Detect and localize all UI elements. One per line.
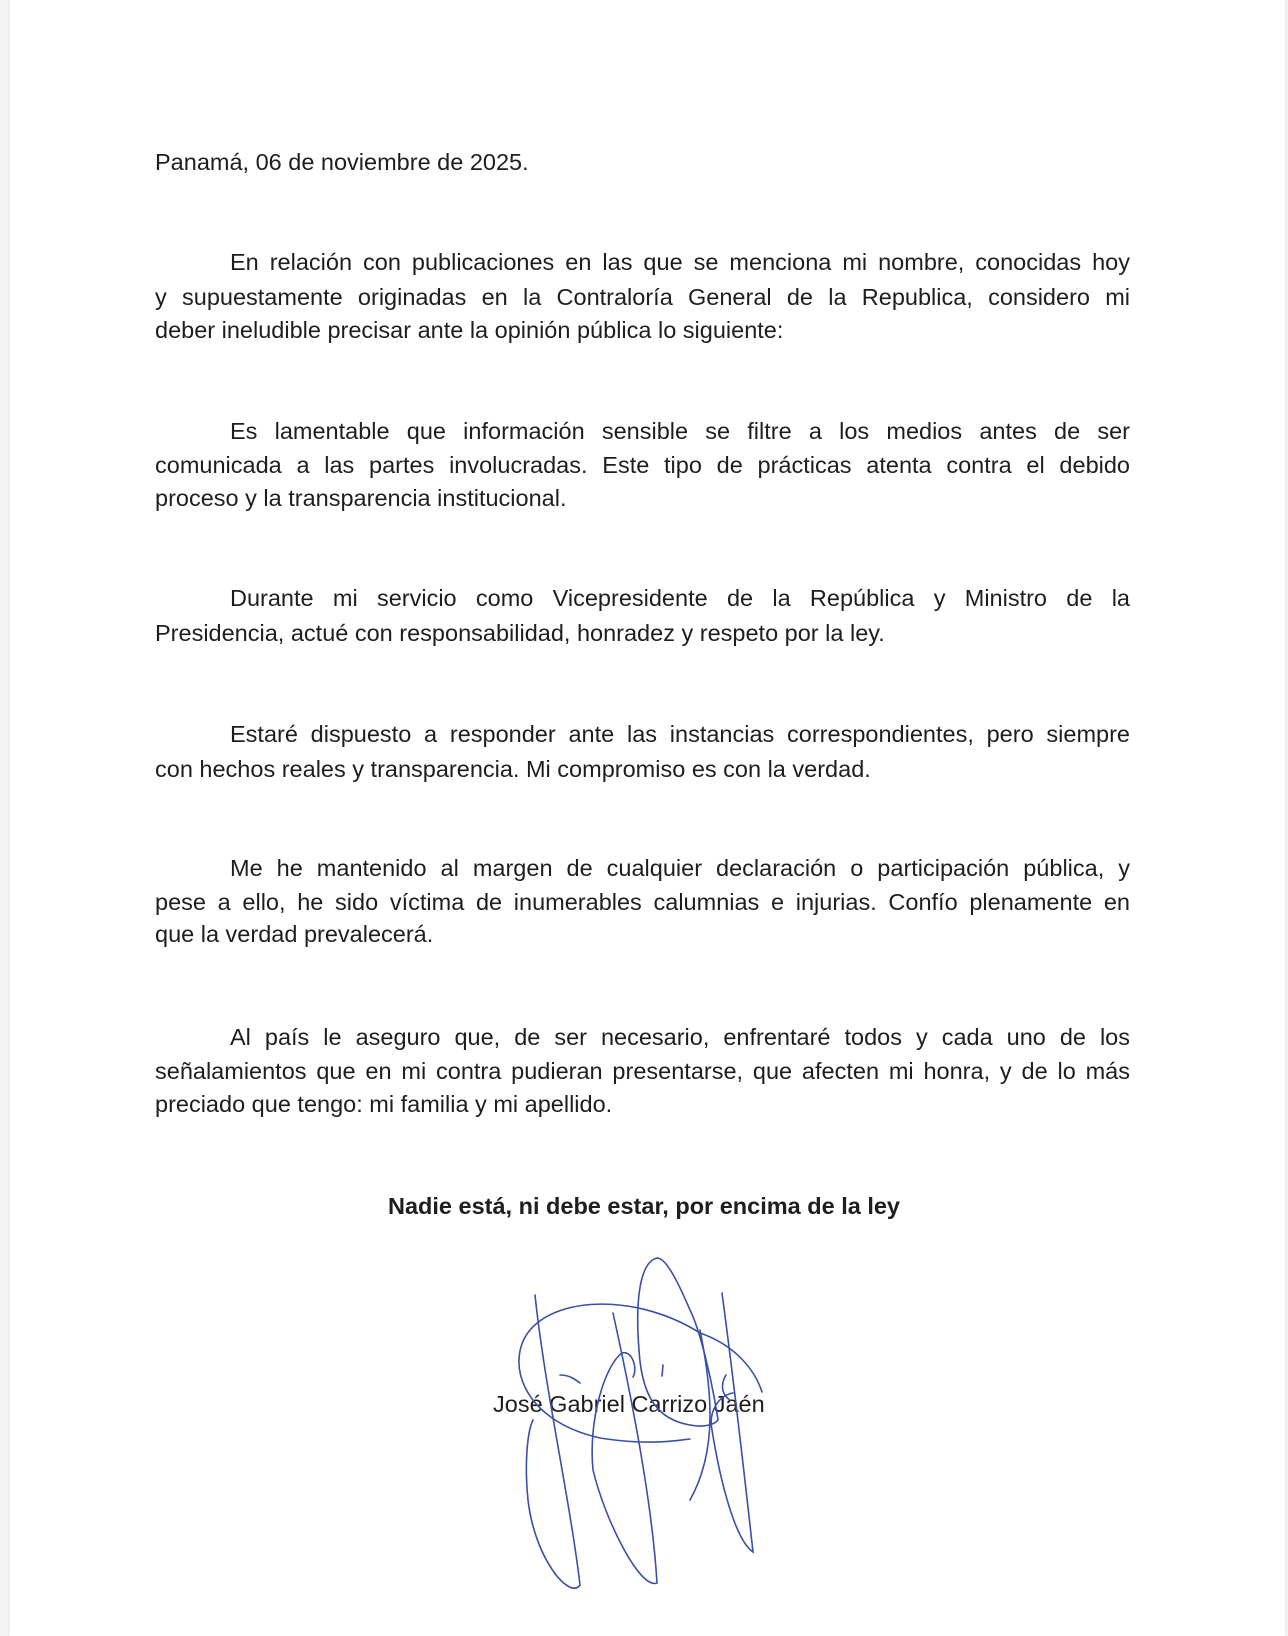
signer-name: José Gabriel Carrizo Jaén	[493, 1391, 765, 1417]
paragraph-line: señalamientos que en mi contra pudieran presentarse, que afecten mi honra, y de lo más	[155, 1058, 1130, 1084]
letter-date: Panamá, 06 de noviembre de 2025.	[155, 149, 529, 175]
paragraph-line: Al país le aseguro que, de ser necesario, enfrentaré todos y cada uno de los	[230, 1024, 1130, 1050]
paragraph-line: que la verdad prevalecerá.	[155, 921, 434, 947]
paragraph-line: preciado que tengo: mi familia y mi apellido.	[155, 1091, 613, 1117]
paragraph-line: Estaré dispuesto a responder ante las instancias correspondientes, pero siempre	[230, 721, 1130, 747]
signature-stroke	[526, 1295, 580, 1588]
signature-stroke	[690, 1330, 710, 1500]
paragraph-line: con hechos reales y transparencia. Mi compromiso es con la verdad.	[155, 756, 871, 782]
paragraph-line: pese a ello, he sido víctima de inumerables calumnias e injurias. Confío plenamente en	[155, 889, 1130, 915]
paragraph-line: Es lamentable que información sensible se filtre a los medios antes de ser	[230, 418, 1130, 444]
paragraph-line: deber ineludible precisar ante la opinión pública lo siguiente:	[155, 317, 784, 343]
paragraph-line: y supuestamente originadas en la Contraloría General de la Republica, considero mi	[155, 284, 1130, 310]
signature-stroke	[592, 1313, 657, 1583]
signature-stroke	[560, 1375, 580, 1383]
signature-stroke	[638, 1258, 718, 1426]
paragraph-line: Me he mantenido al margen de cualquier declaración o participación pública, y	[230, 855, 1130, 881]
signature-stroke	[711, 1293, 753, 1552]
paragraph-line: comunicada a las partes involucradas. Este tipo de prácticas atenta contra el debido	[155, 452, 1130, 478]
paragraph-line: proceso y la transparencia institucional.	[155, 485, 567, 511]
paragraph-line: Presidencia, actué con responsabilidad, honradez y respeto por la ley.	[155, 620, 885, 646]
signature-stroke	[662, 1365, 663, 1376]
closing-motto: Nadie está, ni debe estar, por encima de la ley	[388, 1193, 900, 1219]
paragraph-line: Durante mi servicio como Vicepresidente de la República y Ministro de la	[230, 585, 1130, 611]
paragraph-line: En relación con publicaciones en las que se menciona mi nombre, conocidas hoy	[230, 249, 1130, 275]
